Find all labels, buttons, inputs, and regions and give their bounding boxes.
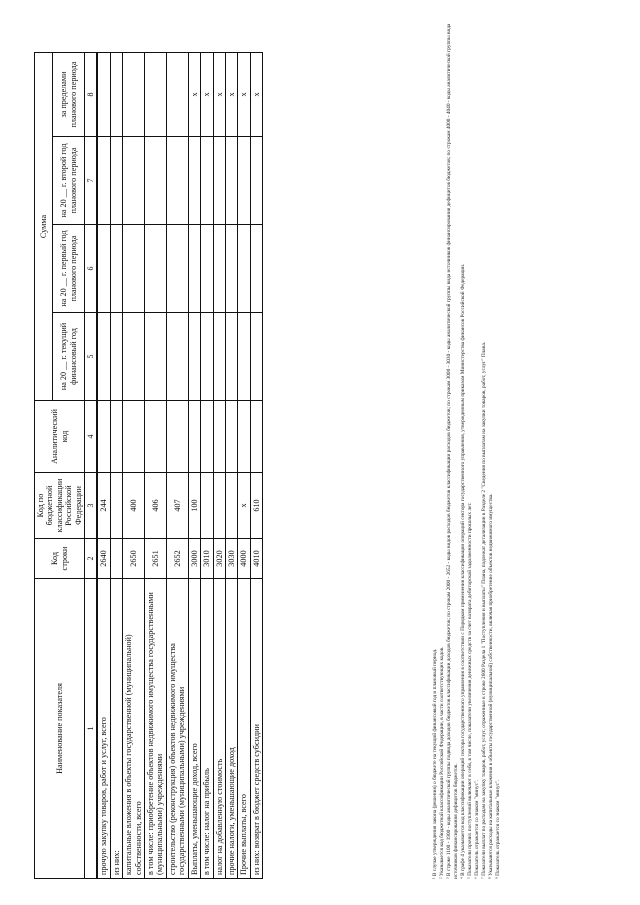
- row-code: 2652: [166, 539, 188, 579]
- row-value: [188, 137, 200, 225]
- row-analytic: [110, 401, 122, 473]
- row-value: [123, 225, 145, 313]
- row-name: строительство (реконструкция) объектов недвижимого имущества государственными (муниципальными) учреждениями: [166, 579, 188, 879]
- col-number: 1: [85, 579, 98, 879]
- row-value: [213, 137, 225, 225]
- row-analytic: [123, 401, 145, 473]
- row-name: Прочие выплаты, всего: [238, 579, 250, 879]
- table-row: [144, 53, 166, 879]
- footnote-text: Указывается код бюджетной классификации Российской Федерации, в части соответствующих кодов.: [438, 646, 445, 877]
- row-code: 2651: [144, 539, 166, 579]
- row-value: [213, 313, 225, 401]
- header-year-second: на 20 __ г. второй год планового периода: [53, 137, 85, 225]
- table-row: [166, 53, 188, 879]
- row-value: [213, 225, 225, 313]
- footnote-text: В строке 1100 - 1900 - коды аналитической группы подвида доходов бюджетов классификации доходов бюджетов; по строкам 2000 - 2652 - коды видов расходов бюджетов классификации расходов бюджетов; по строкам 3000 - 3030 - коды аналитической группы вида источников финансирования дефицитов бюджетов; по строкам 4000 - 4040 - коды аналитической группы вида источников финансирования дефицитов бюджетов.: [445, 23, 459, 879]
- row-value: [123, 313, 145, 401]
- row-value: [97, 225, 110, 313]
- plan-table: [34, 52, 263, 879]
- row-kbk: 100: [188, 473, 200, 539]
- row-value: [238, 313, 250, 401]
- row-analytic: [225, 401, 237, 473]
- header-name: Наименование показателя: [35, 579, 85, 879]
- row-value: [201, 225, 213, 313]
- footnote-text: В случае утверждения закона (решения) о бюджете на текущий финансовый год и плановый период.: [432, 648, 438, 877]
- row-value: [144, 137, 166, 225]
- row-value: [123, 137, 145, 225]
- row-code: 3010: [201, 539, 213, 579]
- row-value: [201, 137, 213, 225]
- row-beyond: [110, 53, 122, 137]
- footnote-text: Показатели прочих поступлений включают в себя, в том числе, показатели увеличения денежных средств за счет возврата дебиторской задолженности прошлых лет.: [466, 502, 473, 876]
- row-analytic: [144, 401, 166, 473]
- row-code: 3020: [213, 539, 225, 579]
- row-value: [201, 313, 213, 401]
- row-name: налог на добавленную стоимость: [213, 579, 225, 879]
- row-value: [238, 137, 250, 225]
- footnote-4: ⁴ В графе 4 указывается код классификации операций сектора государственного управления в соответствии с Порядком применения классификации операций сектора государственного управления, утвержденным приказом Министерства финансов Российской Федерации.: [459, 263, 466, 879]
- footnote-3: ³ В строке 1100 - 1900 - коды аналитической группы подвида доходов бюджетов классификации доходов бюджетов; по строкам 2000 - 2652 - коды видов расходов бюджетов классификации расходов бюджетов; по строкам 3000 - 3030 - коды аналитической группы вида источников финансирования дефицитов бюджетов; по строкам 4000 - 4040 - коды аналитической группы вида источников финансирования дефицитов бюджетов.: [445, 23, 459, 879]
- row-kbk: 406: [144, 473, 166, 539]
- row-kbk: 610: [250, 473, 262, 539]
- row-value: [238, 225, 250, 313]
- footnote-text: Указываются расходы на капитальные вложения в объекты государственной (муниципальной) собственности, включая приобретение объектов недвижимого имущества.: [487, 493, 494, 876]
- row-value: [250, 225, 262, 313]
- footnotes: [432, 19, 502, 879]
- footnote-text: Показатель отражается со знаком "минус".: [473, 779, 480, 876]
- table-row: [97, 53, 110, 879]
- table-row: [201, 53, 213, 879]
- header-year-first: на 20 __ г. первый год планового периода: [53, 225, 85, 313]
- header-sum: Сумма: [35, 53, 53, 401]
- row-beyond: x: [201, 53, 213, 137]
- row-code: 4010: [250, 539, 262, 579]
- footnote-5: ⁵ Показатели прочих поступлений включают в себя, в том числе, показатели увеличения денежных средств за счет возврата дебиторской задолженности прошлых лет.: [466, 502, 473, 879]
- row-value: [110, 225, 122, 313]
- row-code: 3030: [225, 539, 237, 579]
- row-beyond: [144, 53, 166, 137]
- row-beyond: x: [238, 53, 250, 137]
- row-analytic: [97, 401, 110, 473]
- row-name: из них:: [110, 579, 122, 879]
- footnote-7: ⁷ Показатели выплат по расходам на закупку товаров, работ, услуг, отраженные в строке 2600 Раздела 1 "Поступления и выплаты" Плана, подлежат детализации в Разделе 2 "Сведения по выплатам на закупки товаров, работ, услуг" Плана.: [480, 341, 487, 879]
- row-beyond: [166, 53, 188, 137]
- row-value: [110, 313, 122, 401]
- row-value: [166, 137, 188, 225]
- table-row: [213, 53, 225, 879]
- row-kbk: x: [238, 473, 250, 539]
- row-name: из них: возврат в бюджет средств субсидии: [250, 579, 262, 879]
- row-code: 3000: [188, 539, 200, 579]
- table-row: [123, 53, 145, 879]
- table-row: [188, 53, 200, 879]
- row-value: [166, 225, 188, 313]
- row-kbk: [213, 473, 225, 539]
- row-value: [110, 137, 122, 225]
- column-number-row: [85, 53, 98, 879]
- table-row: [110, 53, 122, 879]
- row-kbk: [225, 473, 237, 539]
- row-value: [97, 313, 110, 401]
- row-kbk: [110, 473, 122, 539]
- row-kbk: [201, 473, 213, 539]
- footnote-8: ⁸ Указываются расходы на капитальные вложения в объекты государственной (муниципальной) собственности, включая приобретение объектов недвижимого имущества.: [487, 493, 494, 879]
- footnote-text: Показатель отражается со знаком "минус".: [494, 779, 501, 876]
- row-analytic: [213, 401, 225, 473]
- row-value: [166, 313, 188, 401]
- row-analytic: [166, 401, 188, 473]
- row-value: [225, 313, 237, 401]
- row-kbk: 407: [166, 473, 188, 539]
- row-value: [188, 313, 200, 401]
- row-kbk: 400: [123, 473, 145, 539]
- footnote-text: В графе 4 указывается код классификации операций сектора государственного управления в соответствии с Порядком применения классификации операций сектора государственного управления, утвержденным приказом Министерства финансов Российской Федерации.: [459, 263, 466, 876]
- row-name: Выплаты, уменьшающие доход, всего: [188, 579, 200, 879]
- row-beyond: x: [250, 53, 262, 137]
- row-beyond: x: [188, 53, 200, 137]
- row-beyond: [97, 53, 110, 137]
- header-year-current: на 20 __ г. текущий финансовый год: [53, 313, 85, 401]
- row-value: [250, 313, 262, 401]
- row-name: в том числе: приобретение объектов недвижимого имущества государственными (муниципальными) учреждениями: [144, 579, 166, 879]
- row-beyond: x: [213, 53, 225, 137]
- col-number: 5: [85, 313, 98, 401]
- header-code: Код строки: [35, 539, 85, 579]
- footnote-2: ² Указывается код бюджетной классификации Российской Федерации, в части соответствующих кодов.: [438, 646, 445, 879]
- row-name: капитальные вложения в объекты государственной (муниципальной) собственности, всего: [123, 579, 145, 879]
- row-analytic: [188, 401, 200, 473]
- header-beyond: за пределами планового периода: [53, 53, 85, 137]
- row-value: [225, 225, 237, 313]
- footnote-6: ⁶ Показатель отражается со знаком "минус".: [473, 779, 480, 879]
- row-code: 2640: [97, 539, 110, 579]
- row-value: [250, 137, 262, 225]
- row-value: [97, 137, 110, 225]
- col-number: 8: [85, 53, 98, 137]
- row-value: [188, 225, 200, 313]
- row-name: в том числе: налог на прибыль: [201, 579, 213, 879]
- col-number: 7: [85, 137, 98, 225]
- row-name: прочие налоги, уменьшающие доход: [225, 579, 237, 879]
- header-budget-code: Код по бюджетной классификации Российской Федерации: [35, 473, 85, 539]
- footnote-9: ⁹ Показатель отражается со знаком "минус".: [494, 779, 501, 879]
- footnote-1: ¹ В случае утверждения закона (решения) о бюджете на текущий финансовый год и плановый период.: [432, 648, 438, 879]
- footnote-text: Показатели выплат по расходам на закупку товаров, работ, услуг, отраженные в строке 2600 Раздела 1 "Поступления и выплаты" Плана, подлежат детализации в Разделе 2 "Сведения по выплатам на закупки товаров, работ, услуг" Плана.: [480, 341, 487, 876]
- col-number: 3: [85, 473, 98, 539]
- header-analytic-code: Аналитический код: [35, 401, 85, 473]
- table-row: [250, 53, 262, 879]
- row-value: [225, 137, 237, 225]
- row-value: [144, 225, 166, 313]
- row-name: прочую закупку товаров, работ и услуг, всего: [97, 579, 110, 879]
- row-analytic: [238, 401, 250, 473]
- col-number: 2: [85, 539, 98, 579]
- row-beyond: [123, 53, 145, 137]
- table-row: [225, 53, 237, 879]
- row-kbk: 244: [97, 473, 110, 539]
- col-number: 6: [85, 225, 98, 313]
- table-row: [238, 53, 250, 879]
- row-beyond: x: [225, 53, 237, 137]
- row-analytic: [250, 401, 262, 473]
- col-number: 4: [85, 401, 98, 473]
- row-code: [110, 539, 122, 579]
- row-code: 4000: [238, 539, 250, 579]
- row-analytic: [201, 401, 213, 473]
- row-code: 2650: [123, 539, 145, 579]
- row-value: [144, 313, 166, 401]
